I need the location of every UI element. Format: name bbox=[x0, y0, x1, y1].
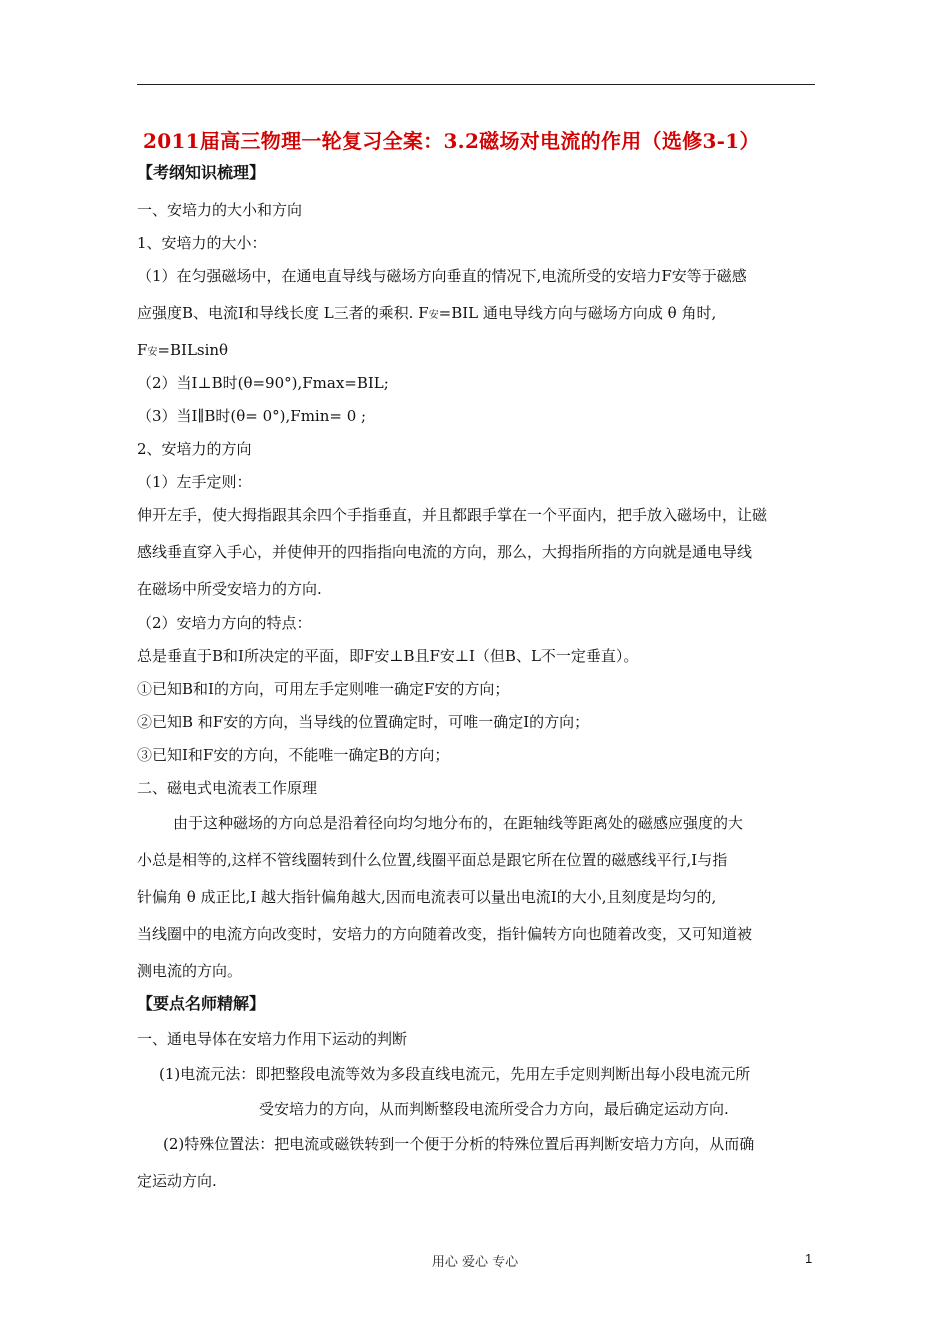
text-line: 一、通电导体在安培力作用下运动的判断 bbox=[137, 1030, 408, 1048]
text-line: 总是垂直于B和I所决定的平面，即F安⊥B且F安⊥I（但B、L不一定垂直）。 bbox=[137, 647, 639, 665]
text-line: 小总是相等的,这样不管线圈转到什么位置,线圈平面总是跟它所在位置的磁感线平行,I与指 bbox=[137, 851, 728, 869]
text-span: =BIL 通电导线方向与磁场方向成 θ 角时, bbox=[438, 304, 717, 322]
text-span: F bbox=[137, 341, 148, 359]
text-line: 2、安培力的方向 bbox=[137, 440, 252, 458]
document-title: 2011届高三物理一轮复习全案：3.2磁场对电流的作用（选修3-1） bbox=[143, 129, 760, 153]
text-line: （1）在匀强磁场中，在通电直导线与磁场方向垂直的情况下,电流所受的安培力F安等于磁感 bbox=[137, 267, 747, 285]
text-line: （3）当I∥B时(θ= 0°),Fmin= 0 ; bbox=[137, 407, 367, 425]
text-line: 在磁场中所受安培力的方向. bbox=[137, 580, 322, 598]
text-line: 定运动方向. bbox=[137, 1172, 217, 1190]
text-line: （1）左手定则： bbox=[137, 473, 252, 491]
section-heading-syllabus: 【考纲知识梳理】 bbox=[137, 163, 266, 182]
text-line: 针偏角 θ 成正比,I 越大指针偏角越大,因而电流表可以量出电流I的大小,且刻度是均匀的, bbox=[137, 888, 717, 906]
text-span: =BILsinθ bbox=[157, 341, 229, 359]
text-line: 二、磁电式电流表工作原理 bbox=[137, 779, 318, 797]
section-heading-key-points: 【要点名师精解】 bbox=[137, 994, 266, 1013]
text-line: ③已知I和F安的方向，不能唯一确定B的方向； bbox=[137, 746, 450, 764]
page-number: 1 bbox=[805, 1251, 813, 1266]
text-line: 由于这种磁场的方向总是沿着径向均匀地分布的，在距轴线等距离处的磁感应强度的大 bbox=[173, 814, 744, 832]
header-rule bbox=[137, 84, 815, 85]
text-line: （2）当I⊥B时(θ=90°),Fmax=BIL; bbox=[137, 374, 389, 392]
text-line: (2)特殊位置法：把电流或磁铁转到一个便于分析的特殊位置后再判断安培力方向，从而确 bbox=[163, 1135, 755, 1153]
text-line: 伸开左手，使大拇指跟其余四个手指垂直，并且都跟手掌在一个平面内，把手放入磁场中，让磁 bbox=[137, 506, 768, 524]
text-line: 当线圈中的电流方向改变时，安培力的方向随着改变，指针偏转方向也随着改变，又可知道被 bbox=[137, 925, 753, 943]
text-line: 受安培力的方向，从而判断整段电流所受合力方向，最后确定运动方向. bbox=[259, 1100, 729, 1118]
text-line: 一、安培力的大小和方向 bbox=[137, 201, 303, 219]
text-line: （2）安培力方向的特点： bbox=[137, 614, 312, 632]
text-line: (1)电流元法：即把整段电流等效为多段直线电流元，先用左手定则判断出每小段电流元所 bbox=[159, 1065, 751, 1083]
text-line: ②已知B 和F安的方向，当导线的位置确定时，可唯一确定I的方向； bbox=[137, 713, 590, 731]
text-line: 感线垂直穿入手心，并使伸开的四指指向电流的方向，那么，大拇指所指的方向就是通电导线 bbox=[137, 543, 753, 561]
subscript-an: 安 bbox=[428, 310, 439, 321]
text-line: 测电流的方向。 bbox=[137, 962, 243, 980]
page-footer: 用心 爱心 专心 bbox=[431, 1255, 519, 1270]
text-line: 1、安培力的大小： bbox=[137, 234, 267, 252]
subscript-an: 安 bbox=[147, 347, 158, 358]
text-line: ①已知B和I的方向，可用左手定则唯一确定F安的方向； bbox=[137, 680, 510, 698]
text-line bbox=[137, 340, 228, 363]
text-line bbox=[137, 303, 716, 326]
text-span: 应强度B、电流I和导线长度 L三者的乘积. F bbox=[137, 304, 429, 322]
